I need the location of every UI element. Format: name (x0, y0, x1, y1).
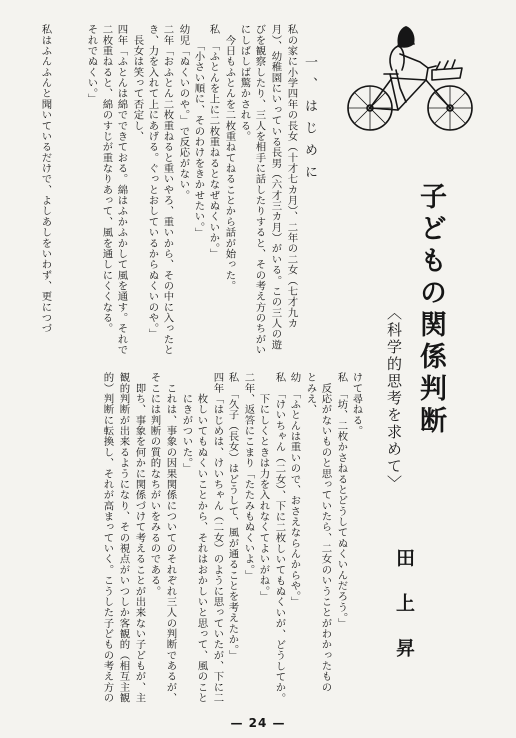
body-line: 幼児「ぬくいのや。」で反応がない。 (177, 24, 190, 201)
body-line: 観的判断が出来るようになり、その視点がいつしか客観的（相互主観 (117, 372, 130, 704)
body-line: 四年「ふとんは綿でできておる。綿はふかふかして風を通す。それで (115, 24, 128, 356)
body-line: びを観察したり、三人を相手に話したりすると、その考え方のちがい (253, 24, 266, 356)
body-line: 即ち、事象を何かに関係づけて考えることが出来ない子どもが、主 (133, 372, 146, 704)
body-line: 私 「坊、二枚かさねるとどうしてぬくいんだろう。」 (335, 372, 348, 629)
body-line: 反応がないものと思っていたら、二女のいうことがわかったもの (319, 372, 332, 693)
child-on-bicycle-illustration (340, 22, 480, 134)
body-line: それでぬくい。」 (85, 24, 98, 105)
body-line: 「小さい順に、そのわけをきかせたい。」 (192, 24, 205, 238)
body-line: 枚しいてもぬくいことから、それはおかしいと思って、風のこと (195, 372, 208, 704)
body-line: き、力を入れて上にあげる。ぐっとおしているからぬくいのや。」 (146, 24, 159, 340)
body-line: 二年、返答にこまり「たたみもぬくいよ。」 (242, 372, 255, 581)
body-line: 四年「はじめは、けいちゃん（二女）のように思っていたが、下に二 (211, 372, 224, 704)
section-heading: 一、はじめに (302, 55, 317, 187)
body-line: 下にしくときは力を入れなくてよいがね。」 (257, 372, 270, 602)
body-line: 月）、幼稚園にいっている長男（六才三カ月）がいる。この三人の遊 (269, 24, 282, 350)
article-title: 子どもの関係判断 (415, 182, 446, 438)
body-line: 私 「けいちゃん（二女）、下に二枚しいてもぬくいが、どうしてか。 (273, 372, 286, 704)
body-line: そこには判断の質的なちがいをみるのである。 (148, 372, 161, 597)
body-line: にきがついた。」 (180, 372, 193, 474)
body-line: 二年「おふとん二枚重ねると重いやろ、重いから、その中に入ったと (161, 24, 174, 356)
body-line: 幼 「ふとんは重いので、おさえならんからや。」 (288, 372, 301, 608)
body-line: とみえ、 (304, 372, 317, 415)
body-line: けて尋ねる。 (350, 372, 363, 437)
body-line: 私の家に小学四年の長女（十才七カ月）、二年の二女（七才九カ (285, 24, 298, 329)
body-line: にしばしば驚かされる。 (238, 24, 251, 142)
article-author: 田上昇 (393, 548, 415, 683)
page-number: — 24 — (230, 716, 286, 730)
body-line: 的）判断に転換し、それが高まっていく。こうした子どもの考え方の (101, 372, 114, 704)
body-line: 今日もふとんを二枚重ねてねることから話が始った。 (223, 24, 236, 291)
body-line: 長女は笑って否定し、 (131, 24, 144, 142)
body-line: これは、事象の因果関係についてのそれぞれ三人の判断であるが、 (164, 372, 177, 704)
article-subtitle: 〈科学的思考を求めて〉 (385, 305, 403, 492)
body-line: 私 「ふとんを上に二枚重ねるとなぜぬくいか。」 (207, 24, 220, 260)
body-line: 二枚重ねると、綿のすじが重なりあって、風を通しにくくなる。 (100, 24, 113, 334)
body-line: 私はふんふんと聞いているだけで、よしあしをいわず、更につづ (39, 24, 52, 334)
body-line: 私 「久子（長女）はどうして、風が通ることを考えたか。」 (226, 372, 239, 661)
